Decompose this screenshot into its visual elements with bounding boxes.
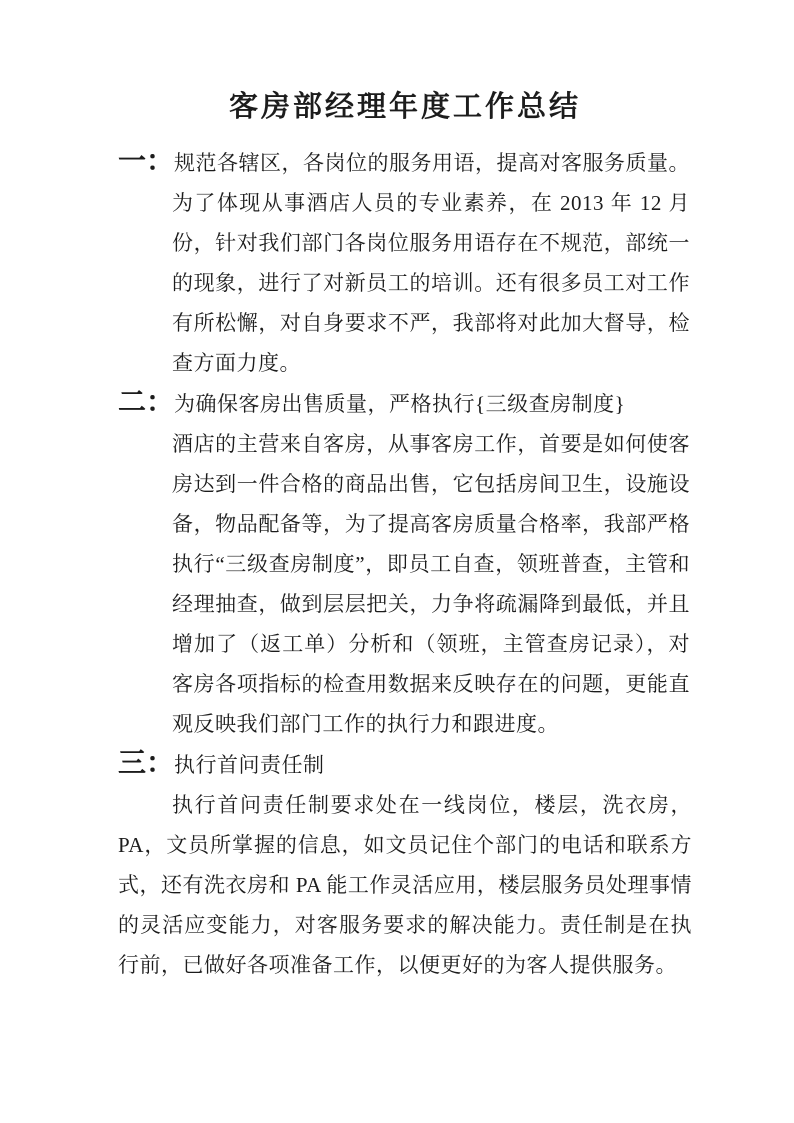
section-3 — [118, 744, 692, 985]
document-body — [118, 142, 692, 985]
section-1-number: 一： — [118, 146, 175, 177]
section-1-header — [118, 142, 692, 183]
section-2 — [118, 383, 692, 744]
section-2-paragraph: 酒店的主营来自客房，从事客房工作，首要是如何使客房达到一件合格的商品出售，它包括房间卫生，设施设备，物品配备等，为了提高客房质量合格率，我部严格执行“三级查房制度”，即员工自查，领班普查，主管和经理抽查，做到层层把关，力争将疏漏降到最低，并且增加了（返工单）分析和（领班，主管查房记录），对客房各项指标的检查用数据来反映存在的问题，更能直观反映我们部门工作的执行力和跟进度。 — [172, 432, 690, 736]
section-2-heading: 为确保客房出售质量，严格执行{三级查房制度} — [174, 392, 626, 416]
section-1-heading: 规范各辖区，各岗位的服务用语，提高对客服务质量。 — [174, 151, 691, 175]
section-2-number: 二： — [118, 387, 175, 418]
section-3-header — [118, 744, 692, 785]
section-3-heading: 执行首问责任制 — [174, 753, 325, 777]
section-1-paragraph: 为了体现从事酒店人员的专业素养，在 2013 年 12 月份，针对我们部门各岗位服务用语存在不规范，部统一的现象，进行了对新员工的培训。还有很多员工对工作有所松懈，对自身要求不严，我部将对此加大督导，检查方面力度。 — [172, 191, 690, 375]
section-3-paragraph: 执行首问责任制要求处在一线岗位，楼层，洗衣房，PA，文员所掌握的信息，如文员记住个部门的电话和联系方式，还有洗衣房和 PA 能工作灵活应用，楼层服务员处理事情的灵活应变能力，对客服务要求的解决能力。责任制是在执行前，已做好各项准备工作，以便更好的为客人提供服务。 — [118, 793, 692, 977]
section-3-number: 三： — [118, 748, 175, 779]
section-2-header — [118, 383, 692, 424]
section-1 — [118, 142, 692, 383]
document-title: 客房部经理年度工作总结 — [228, 91, 581, 123]
